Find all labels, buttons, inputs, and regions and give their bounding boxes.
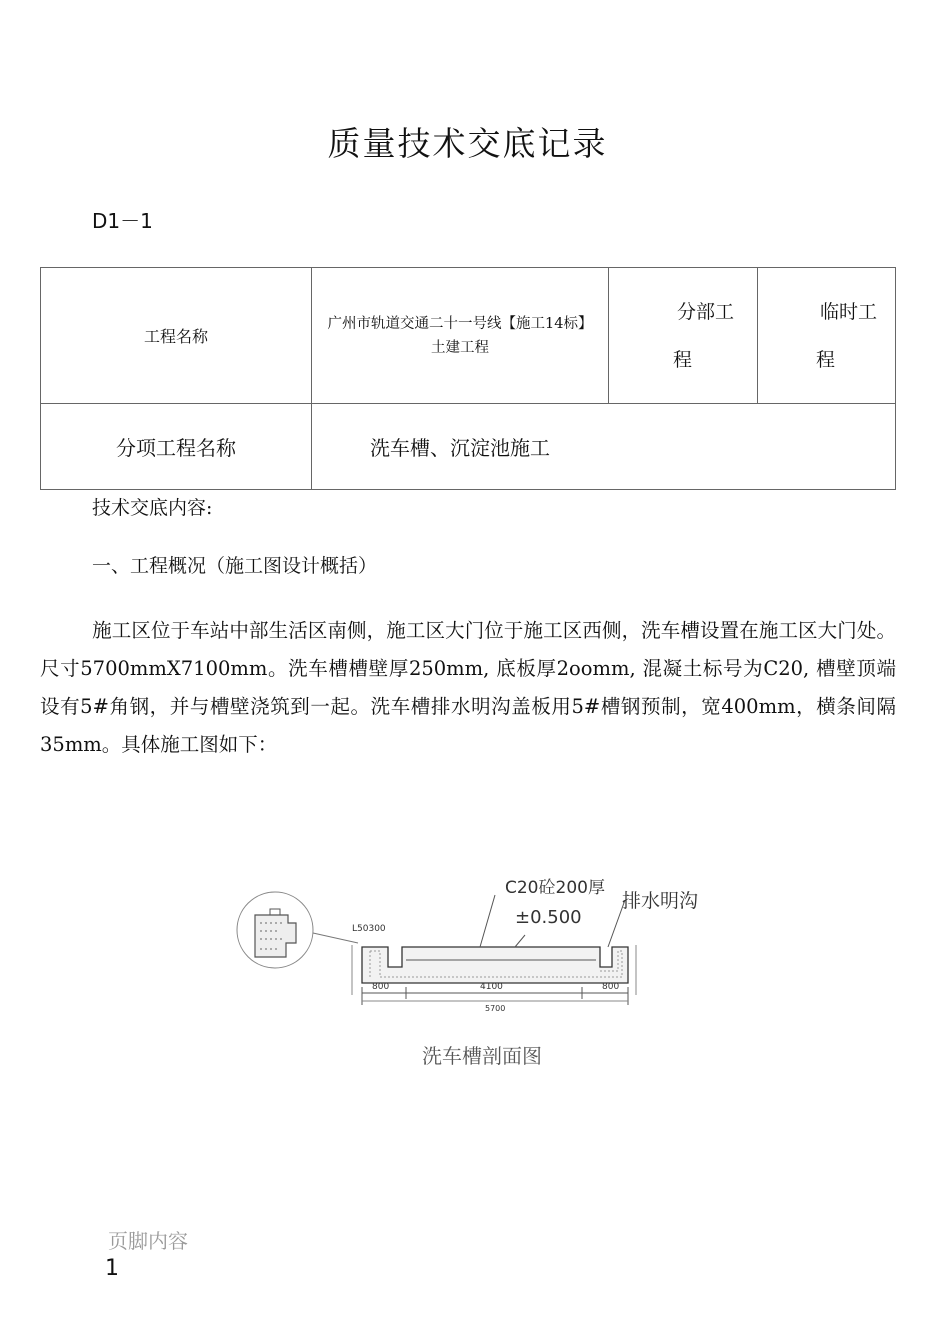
content-heading: 技术交底内容:: [92, 497, 213, 519]
subitem-label: 分项工程名称: [41, 404, 312, 490]
project-name-value: 广州市轨道交通二十一号线【施工14标】土建工程: [312, 268, 609, 404]
figure-caption: 洗车槽剖面图: [422, 1044, 542, 1068]
project-name-label: 工程名称: [41, 268, 312, 404]
detail-callout: [237, 892, 358, 968]
dim-mid-label: 4100: [480, 982, 503, 992]
division-value-line1: 临时工: [820, 300, 878, 323]
subitem-value: 洗车槽、沉淀池施工: [312, 404, 896, 490]
page-number: 1: [105, 1256, 119, 1281]
cross-section-figure: [230, 865, 710, 1119]
steel-label: L50300: [352, 924, 386, 934]
document-number: D1－1: [92, 209, 153, 233]
elevation-label: ±0.500: [515, 907, 582, 928]
division-value-line2: 程: [816, 348, 836, 371]
section1-body-text: 施工区位于车站中部生活区南侧，施工区大门位于施工区西侧，洗车槽设置在施工区大门处。尺寸5700mmX7100mm。洗车槽槽壁厚250mm, 底板厚2oomm, 混凝土标号为C20, 槽壁顶端设有5#角钢，并与槽壁浇筑到一起。洗车槽排水明沟盖板用5#槽钢预制，宽400mm，横条间隔35mm。具体施工图如下：: [40, 619, 896, 756]
division-label: [609, 268, 758, 404]
cross-section-drawing: [230, 865, 710, 1115]
drain-label: 排水明沟: [622, 890, 699, 912]
section1-heading: 一、工程概况（施工图设计概括）: [92, 555, 378, 577]
division-label-line1: 分部工: [677, 300, 735, 323]
footer-text: 页脚内容: [108, 1229, 188, 1253]
dim-left-label: 800: [372, 982, 390, 992]
section1-body: [40, 612, 896, 764]
concrete-label: C20砼200厚: [505, 878, 605, 898]
division-value: [758, 268, 896, 404]
dim-right-label: 800: [602, 982, 620, 992]
dim-total-label: 5700: [485, 1004, 506, 1013]
table-row: [41, 404, 896, 490]
document-title: 质量技术交底记录: [327, 124, 608, 163]
info-table: [40, 267, 896, 490]
division-label-line2: 程: [673, 348, 693, 371]
table-row: [41, 268, 896, 404]
